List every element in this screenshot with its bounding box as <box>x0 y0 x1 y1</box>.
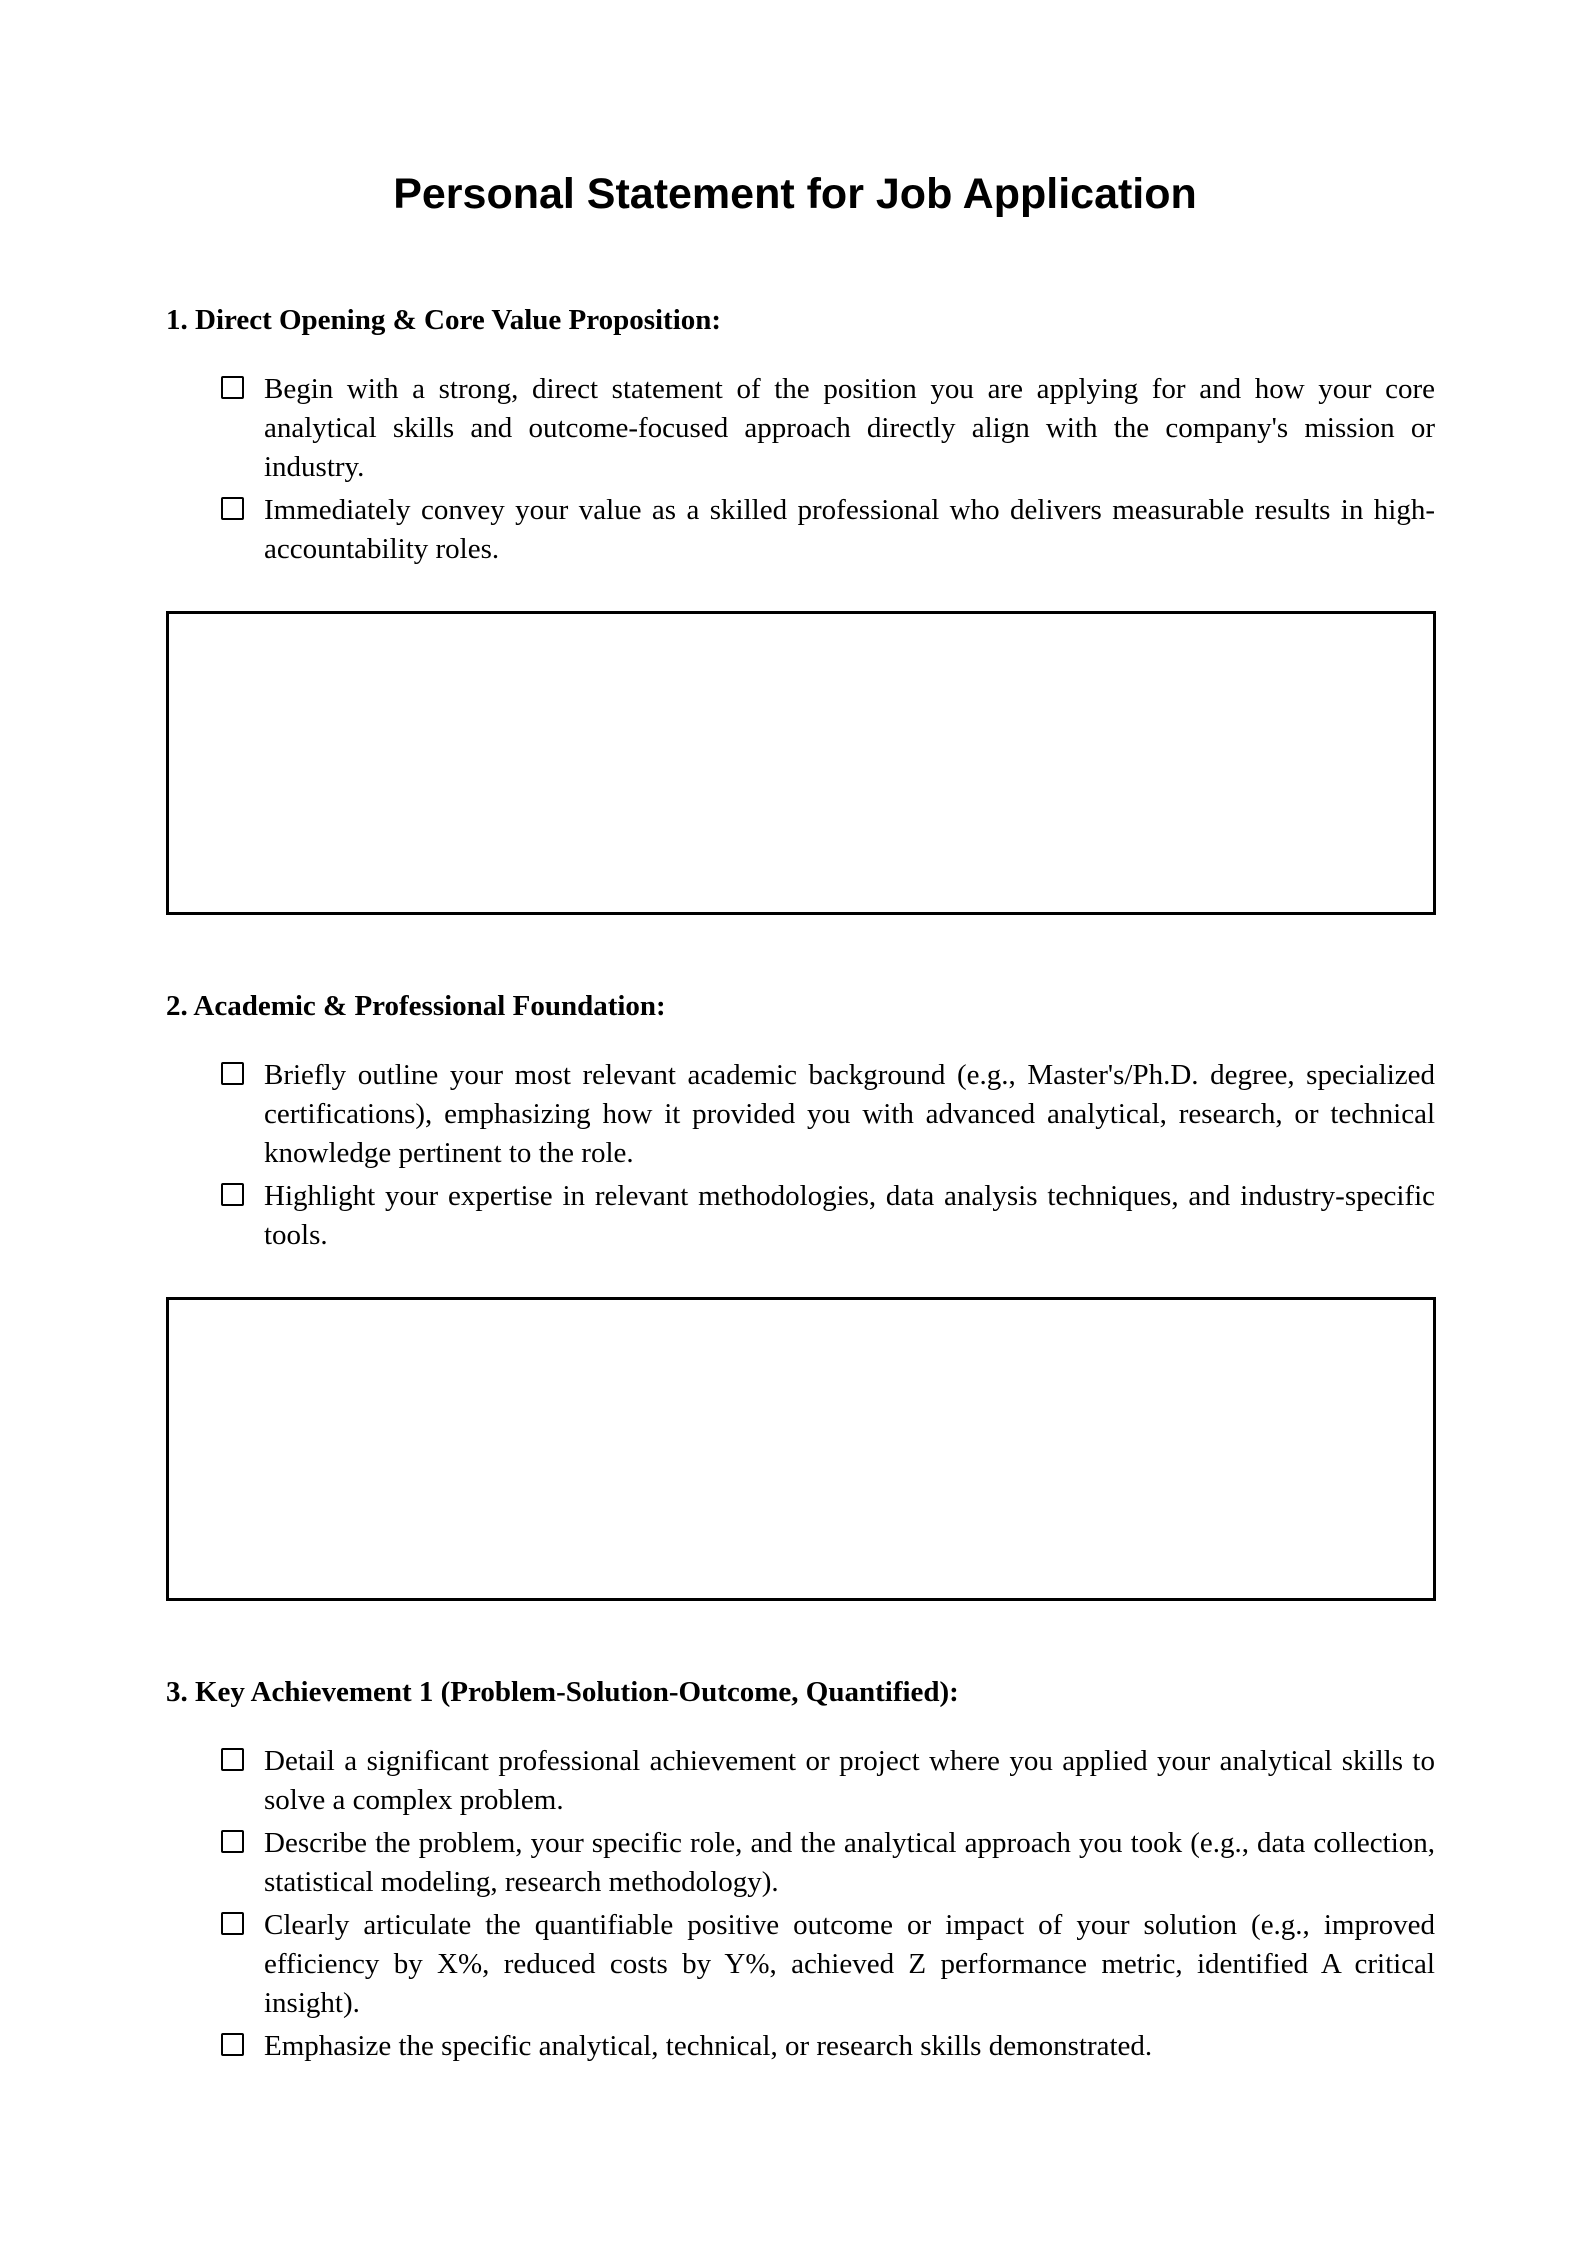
section-key-achievement <box>166 1672 1435 2070</box>
checklist-item-text: Immediately convey your value as a skilled professional who delivers measurable results in high-accountability roles. <box>264 494 1435 565</box>
section-heading: 2. Academic & Professional Foundation: <box>166 990 666 1022</box>
checklist <box>166 370 1435 569</box>
checkbox[interactable] <box>221 497 244 520</box>
section-heading: 1. Direct Opening & Core Value Proposition: <box>166 304 722 336</box>
checkbox[interactable] <box>221 1183 244 1206</box>
checkbox[interactable] <box>221 1748 244 1771</box>
checklist-item <box>166 1906 1435 2023</box>
checklist <box>166 1056 1435 1255</box>
checklist-item <box>166 491 1435 569</box>
checklist-item <box>166 2027 1435 2066</box>
checklist-item-text: Begin with a strong, direct statement of the position you are applying for and how your core analytical skills and outcome-focused approach directly align with the company's mission or industry. <box>264 373 1435 483</box>
checklist-item-text: Describe the problem, your specific role, and the analytical approach you took (e.g., data collection, statistical modeling, research methodology). <box>264 1827 1435 1898</box>
checkbox[interactable] <box>221 1062 244 1085</box>
checklist-item-text: Highlight your expertise in relevant methodologies, data analysis techniques, and industry-specific tools. <box>264 1180 1435 1251</box>
checklist <box>166 1742 1435 2066</box>
checkbox[interactable] <box>221 2033 244 2056</box>
checklist-item-text: Briefly outline your most relevant academic background (e.g., Master's/Ph.D. degree, specialized certifications), emphasizing how it provided you with advanced analytical, research, or technical knowledge pertinent to the role. <box>264 1059 1435 1169</box>
checkbox[interactable] <box>221 376 244 399</box>
answer-box-section-2[interactable] <box>166 1297 1436 1601</box>
checklist-item-text: Emphasize the specific analytical, technical, or research skills demonstrated. <box>264 2030 1153 2062</box>
checklist-item-text: Clearly articulate the quantifiable positive outcome or impact of your solution (e.g., improved efficiency by X%, reduced costs by Y%, achieved Z performance metric, identified A critical insight). <box>264 1909 1435 2019</box>
checklist-item <box>166 1824 1435 1902</box>
section-direct-opening <box>166 300 1435 573</box>
checklist-item <box>166 1177 1435 1255</box>
section-academic-foundation <box>166 986 1435 1259</box>
answer-box-section-1[interactable] <box>166 611 1436 915</box>
checklist-item <box>166 370 1435 487</box>
checklist-item <box>166 1056 1435 1173</box>
checklist-item <box>166 1742 1435 1820</box>
checkbox[interactable] <box>221 1830 244 1853</box>
page-title: Personal Statement for Job Application <box>393 170 1197 218</box>
section-heading: 3. Key Achievement 1 (Problem-Solution-Outcome, Quantified): <box>166 1676 959 1708</box>
checklist-item-text: Detail a significant professional achievement or project where you applied your analytical skills to solve a complex problem. <box>264 1745 1435 1816</box>
checkbox[interactable] <box>221 1912 244 1935</box>
